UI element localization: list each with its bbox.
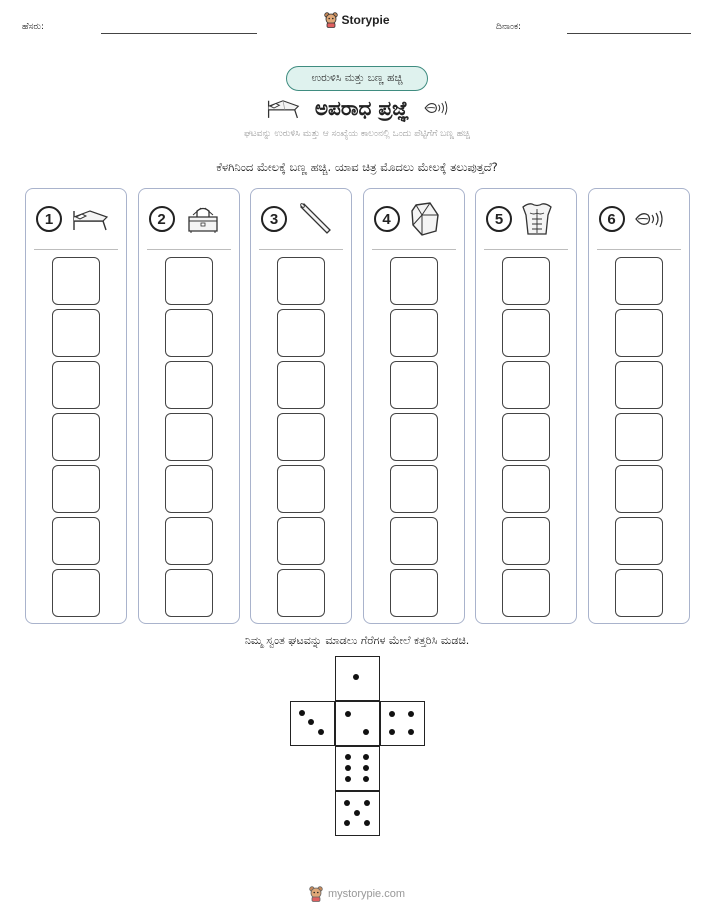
dice-cut-instruction: ನಿಮ್ಮ ಸ್ವಂತ ಘಟವನ್ನು ಮಾಡಲು ಗೆರೆಗಳ ಮೇಲೆ ಕತ್ತರಿಸಿ ಮಡಚಿ.: [244, 634, 470, 647]
color-box[interactable]: [165, 569, 213, 617]
color-box[interactable]: [277, 569, 325, 617]
color-box[interactable]: [502, 413, 550, 461]
die-face-3: [290, 701, 335, 746]
die-pip: [408, 729, 414, 735]
color-box[interactable]: [502, 569, 550, 617]
column-3: [250, 188, 352, 624]
column-number: 5: [486, 206, 512, 232]
die-pip: [389, 729, 395, 735]
column-header: [36, 201, 118, 237]
speaking-mouth-icon: [423, 98, 449, 118]
die-pip: [354, 810, 360, 816]
column-number: 2: [149, 206, 175, 232]
date-label: ದಿನಾಂಕ:: [496, 22, 522, 32]
rock-icon: [408, 201, 442, 237]
activity-tag: ಉರುಳಿಸಿ ಮತ್ತು ಬಣ್ಣ ಹಚ್ಚಿ: [286, 66, 428, 91]
footer-site[interactable]: mystorypie.com: [327, 888, 406, 900]
die-pip: [364, 800, 370, 806]
name-line[interactable]: [101, 33, 257, 34]
color-box[interactable]: [502, 517, 550, 565]
color-box[interactable]: [165, 361, 213, 409]
color-box[interactable]: [390, 517, 438, 565]
die-pip: [363, 754, 369, 760]
color-box[interactable]: [52, 257, 100, 305]
die-pip: [363, 765, 369, 771]
column-header: [599, 201, 681, 237]
color-box[interactable]: [502, 465, 550, 513]
brand: [0, 12, 714, 32]
color-box[interactable]: [52, 517, 100, 565]
die-pip: [364, 820, 370, 826]
die-pip: [345, 711, 351, 717]
column-divider: [34, 249, 118, 250]
color-box[interactable]: [277, 309, 325, 357]
color-box[interactable]: [277, 257, 325, 305]
color-box[interactable]: [390, 465, 438, 513]
column-divider: [597, 249, 681, 250]
color-box[interactable]: [165, 517, 213, 565]
color-box[interactable]: [165, 465, 213, 513]
brand-name: Storypie: [341, 13, 390, 27]
color-box[interactable]: [615, 361, 663, 409]
worksheet-title: ಅಪರಾಧ ಪ್ರಜ್ಞೆ: [314, 96, 410, 120]
color-box[interactable]: [52, 309, 100, 357]
die-pip: [345, 765, 351, 771]
color-box[interactable]: [165, 257, 213, 305]
die-pip: [344, 800, 350, 806]
die-face-5: [335, 791, 380, 836]
die-face-6: [335, 746, 380, 791]
column-header: [374, 201, 456, 237]
column-header: [261, 201, 343, 237]
column-2: [138, 188, 240, 624]
stick-icon: [295, 201, 335, 237]
color-box[interactable]: [52, 361, 100, 409]
footer: [0, 886, 714, 906]
bed-icon: [265, 95, 301, 121]
die-pip: [345, 776, 351, 782]
color-box[interactable]: [52, 413, 100, 461]
torso-icon: [520, 201, 554, 237]
column-1: [25, 188, 127, 624]
die-face-1: [335, 656, 380, 701]
color-box[interactable]: [615, 465, 663, 513]
color-box[interactable]: [390, 257, 438, 305]
color-box[interactable]: [502, 309, 550, 357]
column-number: 3: [261, 206, 287, 232]
color-box[interactable]: [277, 413, 325, 461]
die-face-1: [335, 701, 380, 746]
toolbox-icon: [183, 203, 223, 235]
die-pip: [299, 710, 305, 716]
color-box[interactable]: [615, 257, 663, 305]
die-pip: [345, 754, 351, 760]
color-box[interactable]: [615, 517, 663, 565]
die-pip: [408, 711, 414, 717]
column-4: [363, 188, 465, 624]
color-box[interactable]: [390, 569, 438, 617]
color-box[interactable]: [277, 517, 325, 565]
column-number: 1: [36, 206, 62, 232]
bed-icon: [70, 204, 110, 234]
color-box[interactable]: [165, 413, 213, 461]
color-box[interactable]: [615, 309, 663, 357]
column-number: 4: [374, 206, 400, 232]
die-face-4: [380, 701, 425, 746]
color-box[interactable]: [615, 413, 663, 461]
color-box[interactable]: [615, 569, 663, 617]
column-header: [486, 201, 568, 237]
column-header: [149, 201, 231, 237]
title-row: [0, 92, 714, 124]
die-pip: [363, 776, 369, 782]
column-divider: [372, 249, 456, 250]
speaking-mouth-icon: [633, 207, 665, 231]
color-box[interactable]: [277, 361, 325, 409]
column-divider: [484, 249, 568, 250]
storypie-mascot-icon: [309, 886, 323, 902]
column-divider: [147, 249, 231, 250]
color-box[interactable]: [52, 569, 100, 617]
color-box[interactable]: [390, 309, 438, 357]
color-box[interactable]: [502, 257, 550, 305]
color-box[interactable]: [502, 361, 550, 409]
color-box[interactable]: [165, 309, 213, 357]
die-pip: [353, 674, 359, 680]
column-number: 6: [599, 206, 625, 232]
column-6: [588, 188, 690, 624]
die-pip: [363, 729, 369, 735]
date-line[interactable]: [567, 33, 691, 34]
color-box[interactable]: [390, 413, 438, 461]
name-label: ಹೆಸರು:: [22, 22, 45, 32]
die-pip: [318, 729, 324, 735]
die-pip: [344, 820, 350, 826]
die-pip: [389, 711, 395, 717]
color-box[interactable]: [277, 465, 325, 513]
column-5: [475, 188, 577, 624]
column-divider: [259, 249, 343, 250]
storypie-mascot-icon: [324, 12, 338, 28]
color-box[interactable]: [390, 361, 438, 409]
die-pip: [308, 719, 314, 725]
worksheet-instruction: ಕೆಳಗಿನಿಂದ ಮೇಲಕ್ಕೆ ಬಣ್ಣ ಹಚ್ಚಿ. ಯಾವ ಚಿತ್ರ ಮೊದಲು ಮೇಲಕ್ಕೆ ತಲುಪುತ್ತದೆ?: [216, 160, 498, 174]
color-box[interactable]: [52, 465, 100, 513]
worksheet-subtitle: ಘಟವನ್ನು ಉರುಳಿಸಿ ಮತ್ತು ಆ ಸಂಖ್ಯೆಯ ಕಾಲಂನಲ್ಲಿ ಒಂದು ಪೆಟ್ಟಿಗೆಗೆ ಬಣ್ಣ ಹಚ್ಚಿ: [244, 129, 470, 139]
